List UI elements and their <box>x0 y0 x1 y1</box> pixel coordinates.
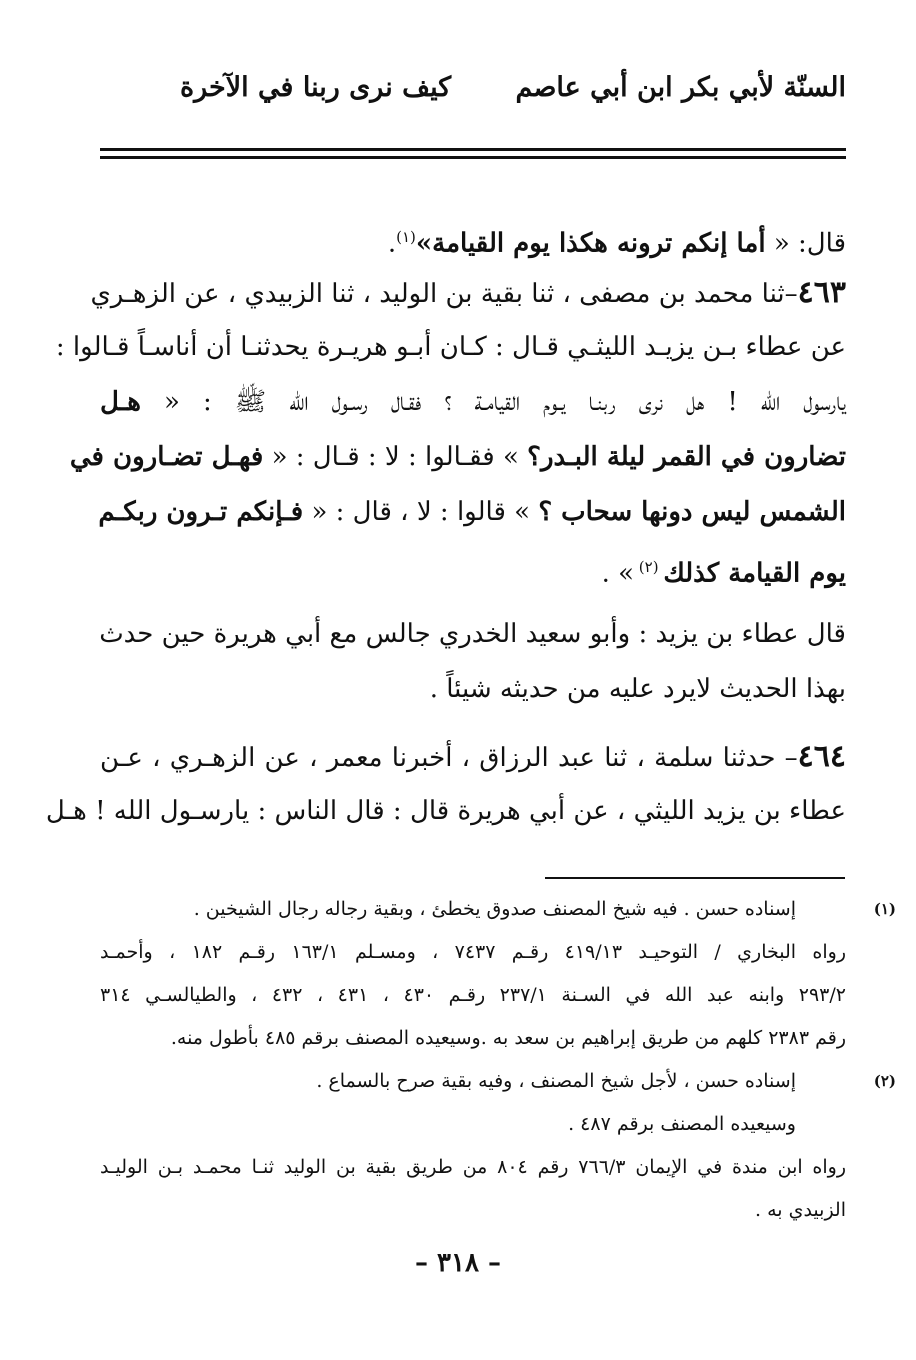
footnote-text: إسناده حسن . فيه شيخ المصنف صدوق يخطئ ، وبقية رجاله رجال الشيخين . <box>193 898 796 920</box>
main-text <box>45 210 846 839</box>
header-rule-bottom <box>100 156 846 159</box>
text-line <box>100 485 846 540</box>
hadith-text: فهـل تضـارون في <box>69 442 264 472</box>
text-line <box>100 375 846 430</box>
running-header <box>100 72 846 122</box>
text-line <box>100 540 846 595</box>
footnote-line <box>100 1060 896 1103</box>
footnote-line: رواه البخاري / التوحيـد ٤١٩/١٣ رقـم ٧٤٣٧ ، ومسـلم ١٦٣/١ رقـم ١٨٢ ، وأحمـد <box>100 941 846 963</box>
hadith-text: هـل <box>100 387 142 417</box>
footnote-ref: (٢) <box>634 558 664 576</box>
text-span: . <box>387 228 397 259</box>
text-span: » فقـالوا : لا : قـال : « <box>263 442 528 472</box>
footnote-line: رقم ٢٣٨٣ كلهم من طريق إبراهيم بن سعد به .وسيعيده المصنف برقم ٤٨٥ بأطول منه. <box>170 1027 846 1049</box>
hadith-number: ٤٦٤ <box>797 739 846 774</box>
hadith-number: ٤٦٣ <box>797 275 846 310</box>
footnote-line: الزبيدي به . <box>754 1199 846 1221</box>
hadith-text: الشمس ليس دونها سحاب ؟ <box>538 497 846 527</box>
text-line: عطاء بن يزيد الليثي ، عن أبي هريرة قال : قال الناس : يارسـول الله ! هـل <box>45 796 846 826</box>
text-span: قال: « <box>765 228 846 259</box>
footnote-line: وسيعيده المصنف برقم ٤٨٧ . <box>568 1113 796 1135</box>
text-line: عن عطاء بـن يزيـد الليثـي قـال : كـان أبـو هريـرة يحدثنـا أن أناسـاً قـالوا : <box>55 332 846 362</box>
chapter-title: كيف نرى ربنا في الآخرة <box>180 72 452 103</box>
text-span: – حدثنا سلمة ، ثنا عبد الرزاق ، أخبرنا معمر ، عن الزهـري ، عـن <box>100 743 798 773</box>
text-span: –ثنا محمد بن مصفى ، ثنا بقية بن الوليد ، ثنا الزبيدي ، عن الزهـري <box>90 279 798 309</box>
footnote-line: ٢٩٣/٢ وابنه عبد الله في السـنة ٢٣٧/١ رقـم ٤٣٠ ، ٤٣١ ، ٤٣٢ ، والطيالسـي ٣١٤ <box>100 984 846 1006</box>
text-span: » . <box>601 558 635 589</box>
hadith-text: أما إنكم ترونه هكذا يوم القيامة» <box>415 228 766 259</box>
footnote-ref: (١) <box>396 228 416 246</box>
text-line <box>69 430 846 485</box>
page-number: – ٣١٨ – <box>414 1248 502 1278</box>
footnote-marker: (١) <box>873 900 896 918</box>
text-line: قال عطاء بن يزيد : وأبو سعيد الخدري جالس مع أبي هريرة حين حدث <box>99 619 846 649</box>
footnote-line <box>100 888 896 931</box>
text-span: يارسول الله ! هل نرى ربنـا يـوم القيامـة ؟ فقـال رسـول الله ﷺ : « <box>141 387 846 417</box>
footnotes <box>100 888 896 1232</box>
footnote-text: إسناده حسن ، لأجل شيخ المصنف ، وفيه بقية صرح بالسماع . <box>316 1070 796 1092</box>
header-rule-top <box>100 148 846 151</box>
hadith-text: تضارون في القمر ليلة البـدر؟ <box>527 442 846 472</box>
text-span: » قالوا : لا ، قال : « <box>303 497 539 527</box>
footnote-separator <box>545 877 845 879</box>
footnote-line: رواه ابن مندة في الإيمان ٧٦٦/٣ رقم ٨٠٤ من طريق بقية بن الوليد ثنـا محمـد بـن الوليـد <box>100 1156 847 1178</box>
footnote-marker: (٢) <box>873 1072 896 1090</box>
hadith-text: فـإنكم تـرون ربكـم <box>98 497 304 527</box>
book-title: السنّة لأبي بكر ابن أبي عاصم <box>515 72 846 103</box>
text-line <box>100 210 846 265</box>
text-line: بهذا الحديث لايرد عليه من حديثه شيئاً . <box>429 674 846 704</box>
hadith-text: يوم القيامة كذلك <box>663 558 846 589</box>
text-line <box>100 729 846 784</box>
text-line <box>90 265 846 320</box>
